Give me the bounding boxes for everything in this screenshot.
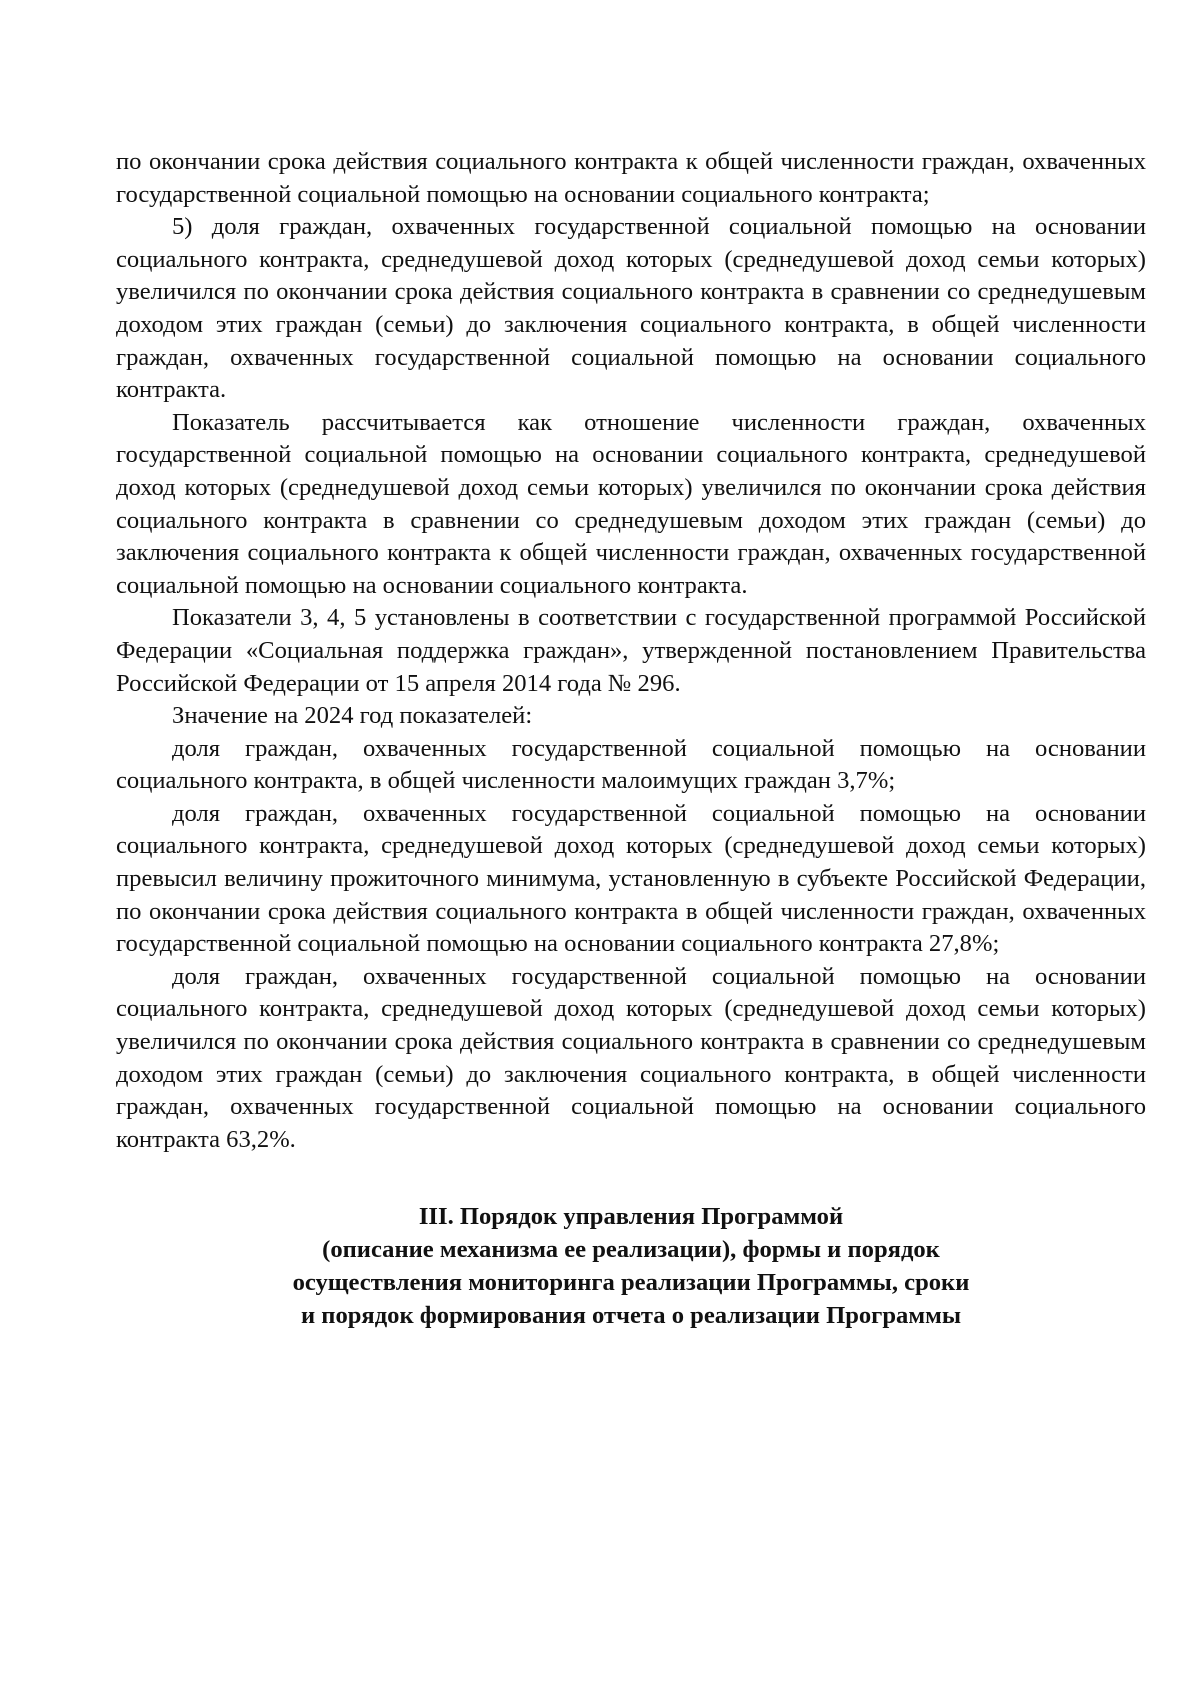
paragraph-value-2: доля граждан, охваченных государственной социальной помощью на основании социального контракта, среднедушевой доход которых (среднедушевой доход семьи которых) превысил величину прожиточного минимума, установленную в субъекте Российской Федерации, по окончании срока действия социального контракта в общей численности граждан, охваченных государственной социальной помощью на основании социального контракта 27,8%; [116, 799, 1146, 958]
paragraph-value-3: доля граждан, охваченных государственной социальной помощью на основании социального контракта, среднедушевой доход которых (среднедушевой доход семьи которых) увеличился по окончании срока действия социального контракта в сравнении со среднедушевым доходом этих граждан (семьи) до заключения социального контракта, в общей численности граждан, охваченных государственной социальной помощью на основании социального контракта 63,2%. [116, 962, 1146, 1153]
document-body [116, 146, 1146, 1332]
paragraph-values-intro: Значение на 2024 год показателей: [172, 702, 533, 730]
section-heading-line-3: осуществления мониторинга реализации Программы, сроки [292, 1269, 970, 1297]
paragraph-value-1: доля граждан, охваченных государственной социальной помощью на основании социального контракта, в общей численности малоимущих граждан 3,7%; [116, 734, 1146, 795]
section-heading-line-1: III. Порядок управления Программой [418, 1203, 844, 1231]
section-heading-line-4: и порядок формирования отчета о реализации Программы [300, 1302, 962, 1330]
paragraph-indicator-5: 5) доля граждан, охваченных государственной социальной помощью на основании социального контракта, среднедушевой доход которых (среднедушевой доход семьи которых) увеличился по окончании срока действия социального контракта в сравнении со среднедушевым доходом этих граждан (семьи) до заключения социального контракта, в общей численности граждан, охваченных государственной социальной помощью на основании социального контракта. [116, 213, 1146, 404]
section-heading [116, 1200, 1146, 1332]
paragraph-calculation: Показатель рассчитывается как отношение численности граждан, охваченных государственной социальной помощью на основании социального контракта, среднедушевой доход которых (среднедушевой доход семьи которых) увеличился по окончании срока действия социального контракта в сравнении со среднедушевым доходом этих граждан (семьи) до заключения социального контракта к общей численности граждан, охваченных государственной социальной помощью на основании социального контракта. [116, 408, 1146, 599]
paragraph-established: Показатели 3, 4, 5 установлены в соответствии с государственной программой Российской Федерации «Социальная поддержка граждан», утвержденной постановлением Правительства Российской Федерации от 15 апреля 2014 года № 296. [116, 604, 1146, 697]
paragraph-continuation: по окончании срока действия социального контракта к общей численности граждан, охваченных государственной социальной помощью на основании социального контракта; [116, 148, 1146, 208]
section-heading-line-2: (описание механизма ее реализации), формы и порядок [322, 1236, 940, 1264]
